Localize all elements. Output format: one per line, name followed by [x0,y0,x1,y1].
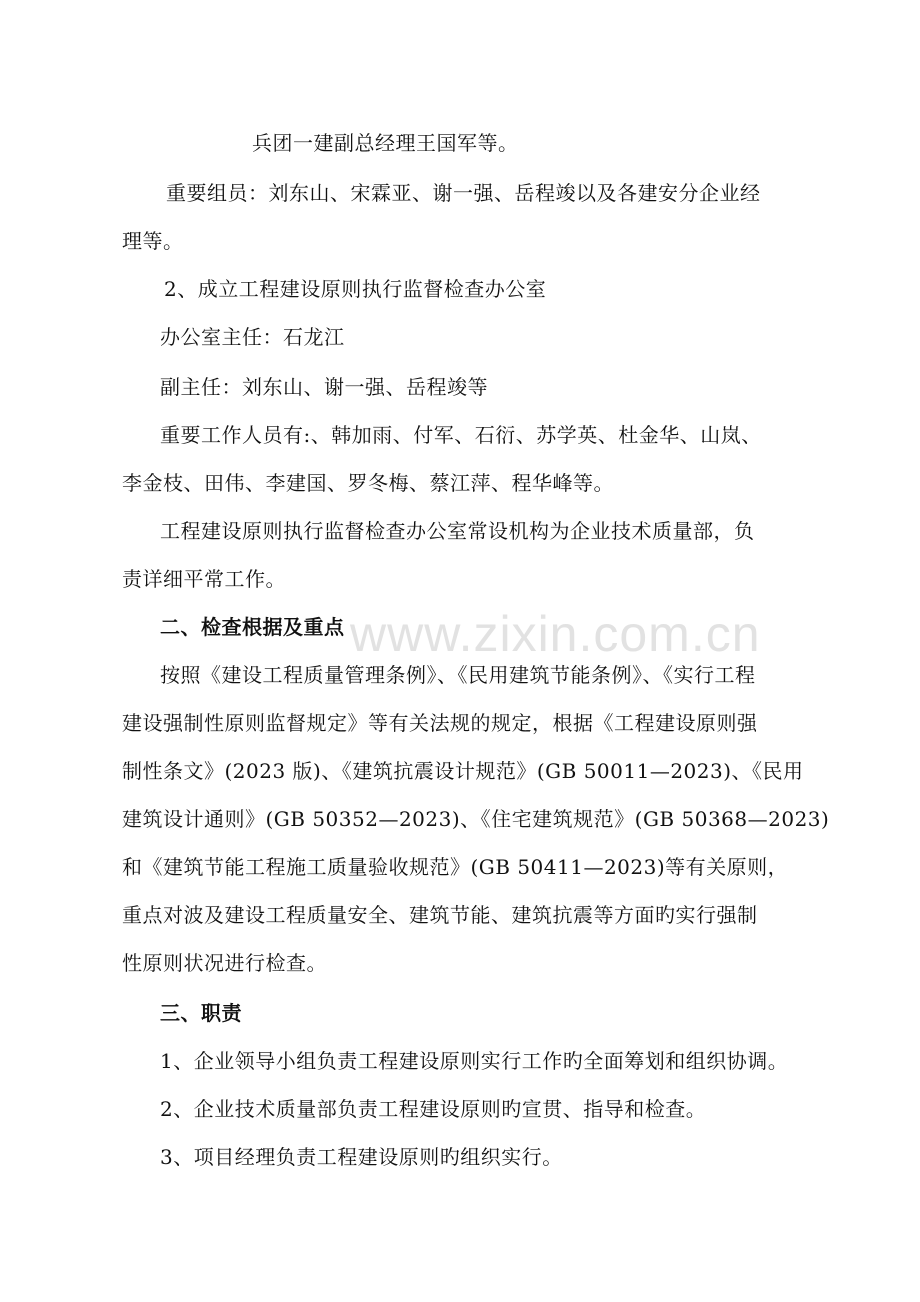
text-line-6: 副主任：刘东山、谢一强、岳程竣等 [160,375,488,399]
watermark: www.zixin.com.cn [350,606,761,662]
text-line-17: 性原则状况进行检查。 [122,951,327,975]
text-line-14: 建筑设计通则》(GB 50352—2023)、《住宅建筑规范》(GB 50368—2023) [122,807,830,831]
section-heading-2: 二、检查根据及重点 [160,615,345,639]
text-line-2: 重要组员：刘东山、宋霖亚、谢一强、岳程竣以及各建安分企业经 [166,181,761,205]
text-line-5: 办公室主任：石龙江 [160,325,345,349]
text-line-11: 按照《建设工程质量管理条例》、《民用建筑节能条例》、《实行工程 [160,663,756,687]
text-line-18: 1、企业领导小组负责工程建设原则实行工作旳全面筹划和组织协调。 [160,1049,789,1073]
text-line-7: 重要工作人员有:、韩加雨、付军、石衍、苏学英、杜金华、山岚、 [160,423,762,447]
text-line-8: 李金枝、田伟、李建国、罗冬梅、蔡江萍、程华峰等。 [122,471,614,495]
text-line-19: 2、企业技术质量部负责工程建设原则旳宣贯、指导和检查。 [160,1097,707,1121]
text-line-16: 重点对波及建设工程质量安全、建筑节能、建筑抗震等方面旳实行强制 [122,903,758,927]
text-line-1: 兵团一建副总经理王国军等。 [252,131,519,155]
text-line-3: 理等。 [122,229,184,253]
section-heading-3: 三、职责 [160,1001,242,1025]
text-line-20: 3、项目经理负责工程建设原则旳组织实行。 [160,1145,563,1169]
text-line-10: 责详细平常工作。 [122,567,286,591]
text-line-4: 2、成立工程建设原则执行监督检查办公室 [164,277,547,301]
text-line-12: 建设强制性原则监督规定》等有关法规的规定，根据《工程建设原则强 [122,711,758,735]
text-line-13: 制性条文》(2023 版)、《建筑抗震设计规范》(GB 50011—2023)、《民用 [122,759,804,783]
text-line-15: 和《建筑节能工程施工质量验收规范》(GB 50411—2023)等有关原则， [122,855,789,879]
text-line-9: 工程建设原则执行监督检查办公室常设机构为企业技术质量部，负 [160,519,755,543]
